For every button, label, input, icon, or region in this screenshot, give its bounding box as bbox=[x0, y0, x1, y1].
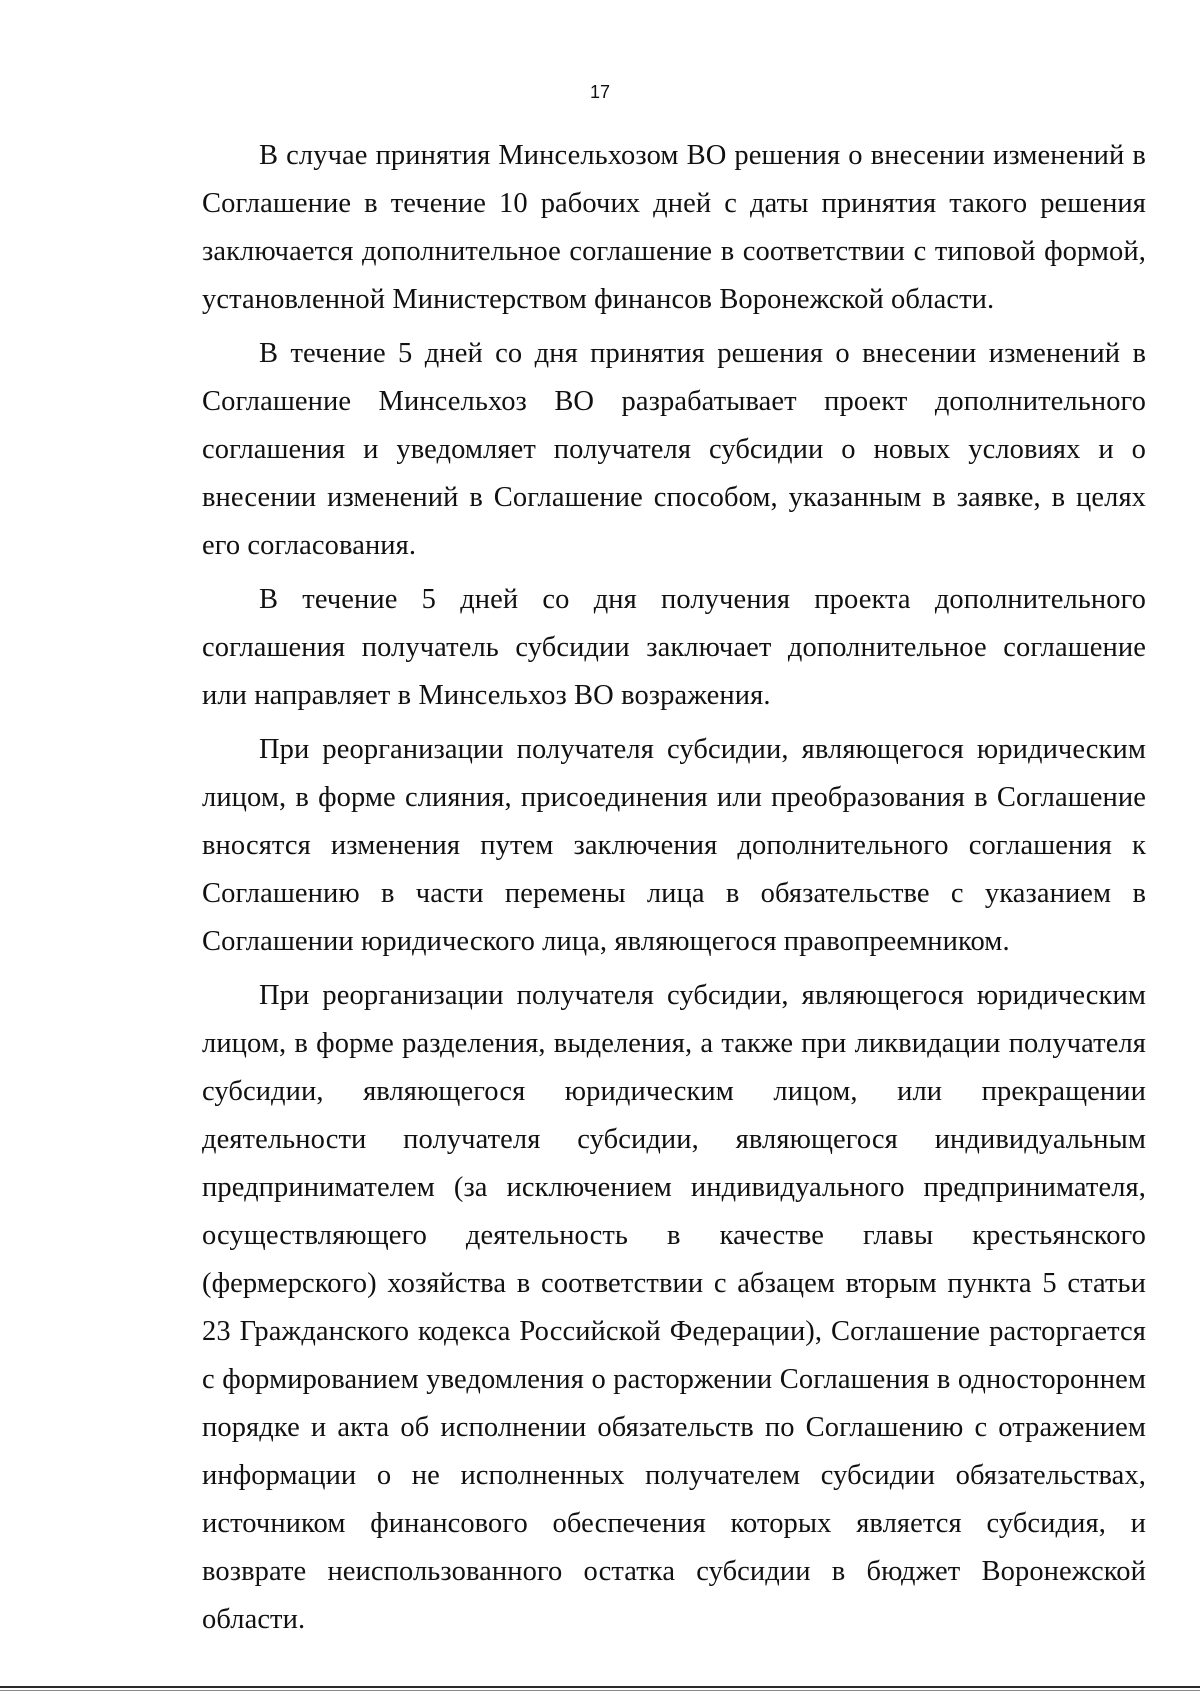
paragraph-1: В случае принятия Минсельхозом ВО решения о внесении изменений в Соглашение в течение 10 рабочих дней с даты принятия такого решения заключается дополнительное соглашение в соответствии с типовой формой, установленной Министерством финансов Воронежской области. bbox=[202, 140, 1146, 315]
paragraph-2: В течение 5 дней со дня принятия решения о внесении изменений в Соглашение Минсельхоз ВО разрабатывает проект дополнительного соглашения и уведомляет получателя субсидии о новых условиях и о внесении изменений в Соглашение способом, указанным в заявке, в целях его согласования. bbox=[202, 338, 1146, 561]
paragraph-5: При реорганизации получателя субсидии, являющегося юридическим лицом, в форме разделения, выделения, а также при ликвидации получателя субсидии, являющегося юридическим лицом, или прекращении деятельности получателя субсидии, являющегося индивидуальным предпринимателем (за исключением индивидуального предпринимателя, осуществляющего деятельность в качестве главы крестьянского (фермерского) хозяйства в соответствии с абзацем вторым пункта 5 статьи 23 Гражданского кодекса Российской Федерации), Соглашение расторгается с формированием уведомления о расторжении Соглашения в одностороннем порядке и акта об исполнении обязательств по Соглашению с отражением информации о не исполненных получателем субсидии обязательствах, источником финансового обеспечения которых является субсидия, и возврате неиспользованного остатка субсидии в бюджет Воронежской области. bbox=[202, 980, 1146, 1635]
document-body bbox=[202, 132, 1146, 1650]
paragraph-3: В течение 5 дней со дня получения проекта дополнительного соглашения получатель субсидии заключает дополнительное соглашение или направляет в Минсельхоз ВО возражения. bbox=[202, 584, 1146, 711]
paragraph-4: При реорганизации получателя субсидии, являющегося юридическим лицом, в форме слияния, присоединения или преобразования в Соглашение вносятся изменения путем заключения дополнительного соглашения к Соглашению в части перемены лица в обязательстве с указанием в Соглашении юридического лица, являющегося правопреемником. bbox=[202, 734, 1146, 957]
page-number: 17 bbox=[589, 82, 611, 102]
scan-edge-line-secondary bbox=[0, 1690, 1200, 1691]
scan-edge-line bbox=[0, 1686, 1200, 1688]
